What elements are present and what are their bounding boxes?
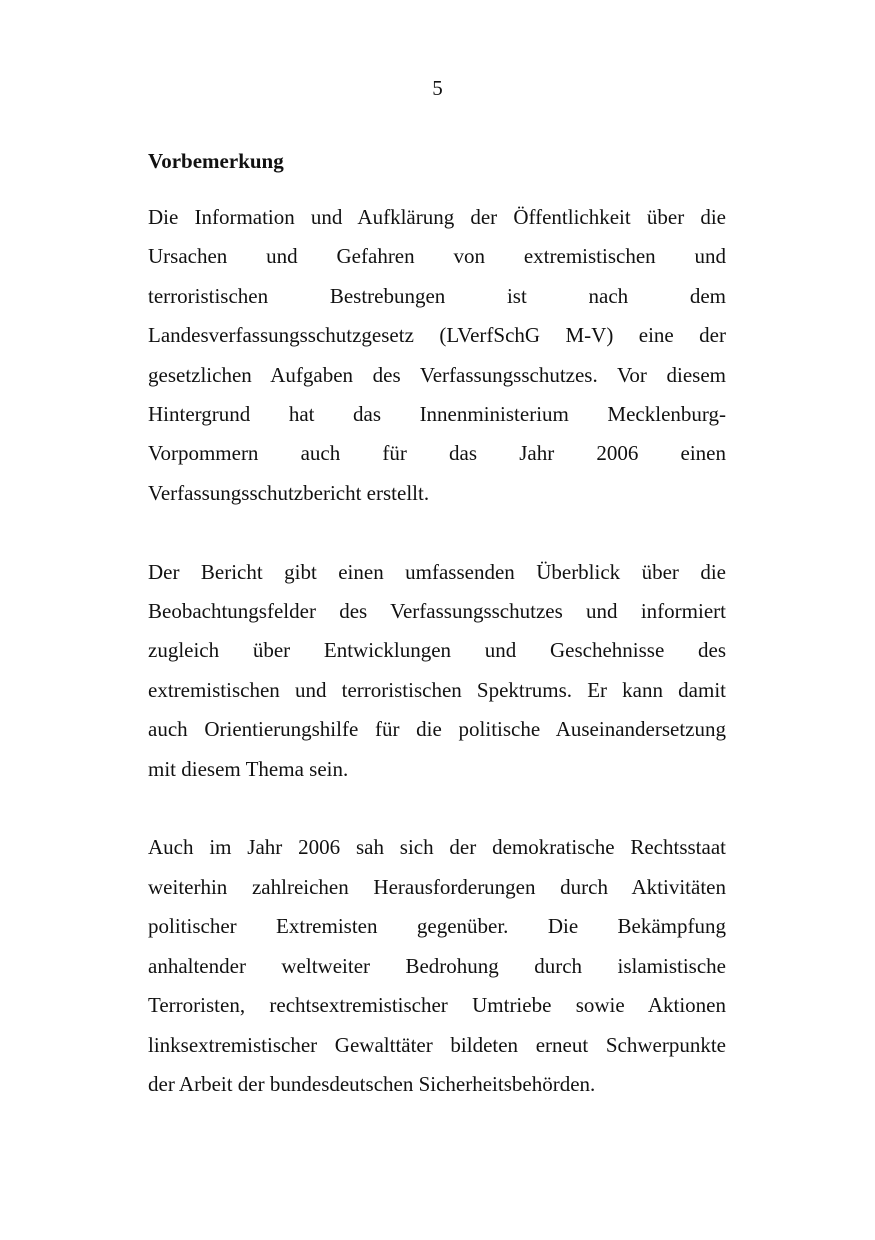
text-line: weiterhin zahlreichen Herausforderungen durch Aktivitäten: [148, 874, 726, 899]
text-line: Hintergrund hat das Innenministerium Mecklenburg-: [148, 402, 726, 427]
text-line: der Arbeit der bundesdeutschen Sicherheitsbehörden.: [148, 1071, 596, 1096]
text-line: gesetzlichen Aufgaben des Verfassungsschutzes. Vor diesem: [148, 362, 726, 387]
text-line: Landesverfassungsschutzgesetz (LVerfSchG M-V) eine der: [148, 323, 726, 348]
text-line: politischer Extremisten gegenüber. Die Bekämpfung: [148, 914, 726, 939]
text-line: linksextremistischer Gewalttäter bildeten erneut Schwerpunkte: [148, 1032, 726, 1057]
text-line: Verfassungsschutzbericht erstellt.: [148, 480, 430, 505]
text-line: auch Orientierungshilfe für die politische Auseinandersetzung: [148, 717, 726, 742]
text-line: Die Information und Aufklärung der Öffentlichkeit über die: [148, 205, 726, 229]
paragraph-2: [148, 553, 726, 789]
text-line: Beobachtungsfelder des Verfassungsschutzes und informiert: [148, 599, 726, 624]
page-number: 5: [432, 76, 443, 100]
text-line: Vorpommern auch für das Jahr 2006 einen: [148, 441, 726, 466]
paragraph-1: [148, 198, 726, 513]
text-line: mit diesem Thema sein.: [148, 756, 349, 781]
text-line: anhaltender weltweiter Bedrohung durch islamistische: [148, 953, 726, 978]
text-line: zugleich über Entwicklungen und Geschehnisse des: [148, 638, 726, 663]
text-line: terroristischen Bestrebungen ist nach dem: [148, 283, 726, 308]
document-body: [148, 147, 726, 1144]
paragraph-3: [148, 828, 726, 1104]
text-line: Ursachen und Gefahren von extremistischen und: [148, 244, 726, 269]
text-line: Der Bericht gibt einen umfassenden Überblick über die: [148, 559, 726, 584]
text-line: Auch im Jahr 2006 sah sich der demokratische Rechtsstaat: [148, 835, 726, 860]
text-line: extremistischen und terroristischen Spektrums. Er kann damit: [148, 677, 726, 702]
section-heading: Vorbemerkung: [148, 149, 284, 173]
text-line: Terroristen, rechtsextremistischer Umtriebe sowie Aktionen: [148, 993, 726, 1018]
